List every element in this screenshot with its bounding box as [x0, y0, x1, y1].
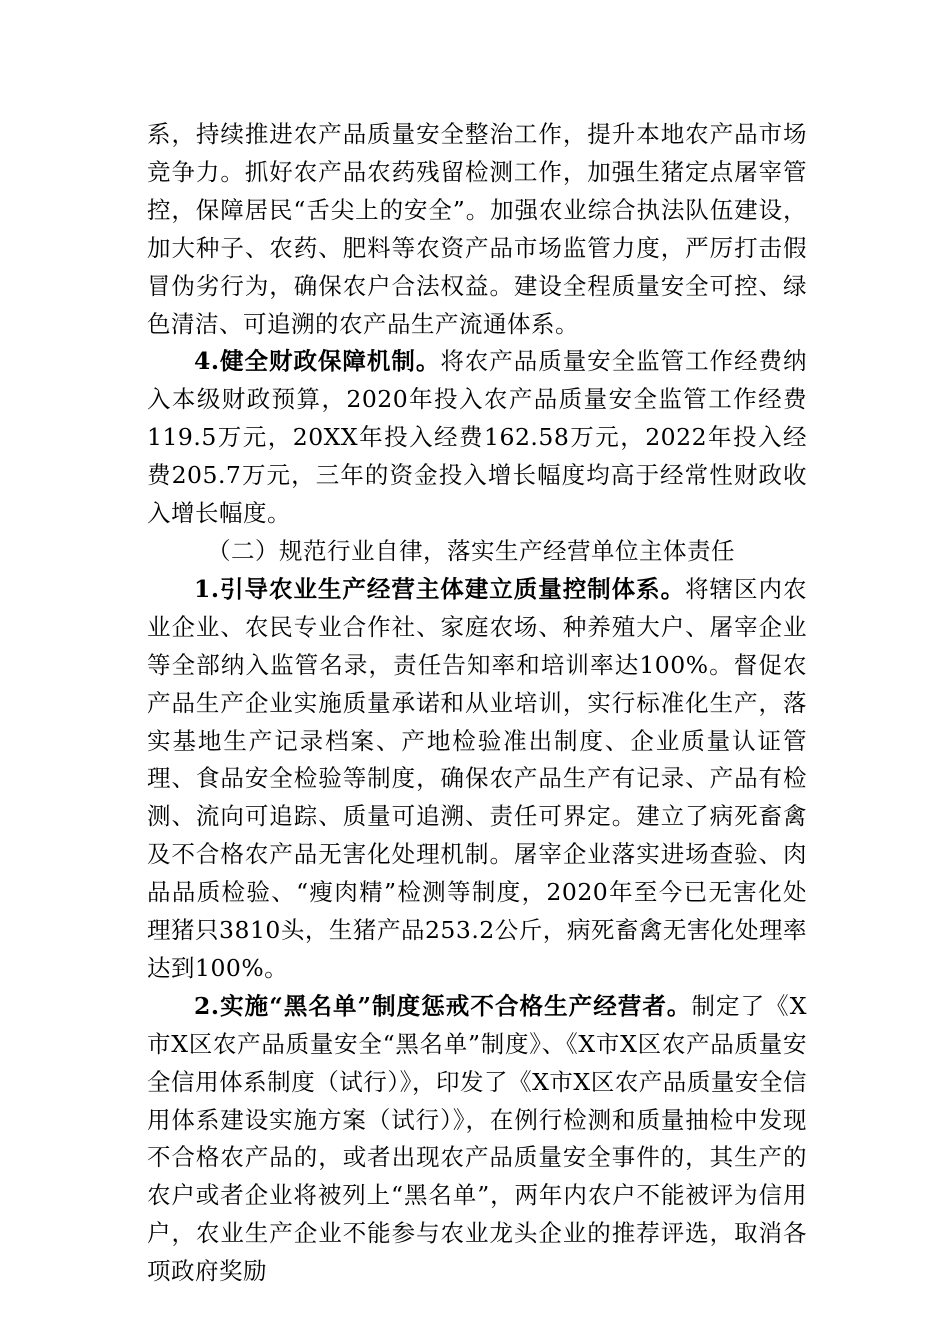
- section-heading: [147, 533, 807, 571]
- paragraph-blacklist: [147, 988, 807, 1291]
- paragraph-quality-system-continued: [147, 116, 807, 343]
- section-heading-text: （二）规范行业自律，落实生产经营单位主体责任: [207, 536, 735, 565]
- paragraph-quality-control-system: [147, 571, 807, 988]
- paragraph-text: 将农产品质量安全监管工作经费纳入本级财政预算，2020年投入农产品质量安全监管工作经费119.5万元，20XX年投入经费162.58万元，2022年投入经费205.7万元，三年的资金投入增长幅度均高于经常性财政收入增长幅度。: [147, 347, 807, 528]
- document-page: [147, 116, 807, 1291]
- paragraph-text: 系，持续推进农产品质量安全整治工作，提升本地农产品市场竞争力。抓好农产品农药残留检测工作，加强生猪定点屠宰管控，保障居民“舌尖上的安全”。加强农业综合执法队伍建设，加大种子、农药、肥料等农资产品市场监管力度，严厉打击假冒伪劣行为，确保农户合法权益。建设全程质量安全可控、绿色清洁、可追溯的农产品生产流通体系。: [147, 120, 807, 338]
- paragraph-text: 将辖区内农业企业、农民专业合作社、家庭农场、种养殖大户、屠宰企业等全部纳入监管名录，责任告知率和培训率达100%。督促农产品生产企业实施质量承诺和从业培训，实行标准化生产，落实基地生产记录档案、产地检验准出制度、企业质量认证管理、食品安全检验等制度，确保农产品生产有记录、产品有检测、流向可追踪、质量可追溯、责任可界定。建立了病死畜禽及不合格农产品无害化处理机制。屠宰企业落实进场查验、肉品品质检验、“瘦肉精”检测等制度，2020年至今已无害化处理猪只3810头，生猪产品253.2公斤，病死畜禽无害化处理率达到100%。: [147, 574, 807, 982]
- paragraph-lead-heading: 1.引导农业生产经营主体建立质量控制体系。: [194, 574, 686, 603]
- paragraph-lead-heading: 4.健全财政保障机制。: [194, 347, 441, 376]
- paragraph-lead-heading: 2.实施“黑名单”制度惩戒不合格生产经营者。: [194, 991, 692, 1020]
- paragraph-fiscal-guarantee: [147, 343, 807, 533]
- paragraph-text: 制定了《X市X区农产品质量安全“黑名单”制度》、《X市X区农产品质量安全信用体系制度（试行）》，印发了《X市X区农产品质量安全信用体系建设实施方案（试行）》，在例行检测和质量抽检中发现不合格农产品的，或者出现农产品质量安全事件的，其生产的农户或者企业将被列上“黑名单”，两年内农户不能被评为信用户，农业生产企业不能参与农业龙头企业的推荐评选，取消各项政府奖励: [147, 991, 807, 1286]
